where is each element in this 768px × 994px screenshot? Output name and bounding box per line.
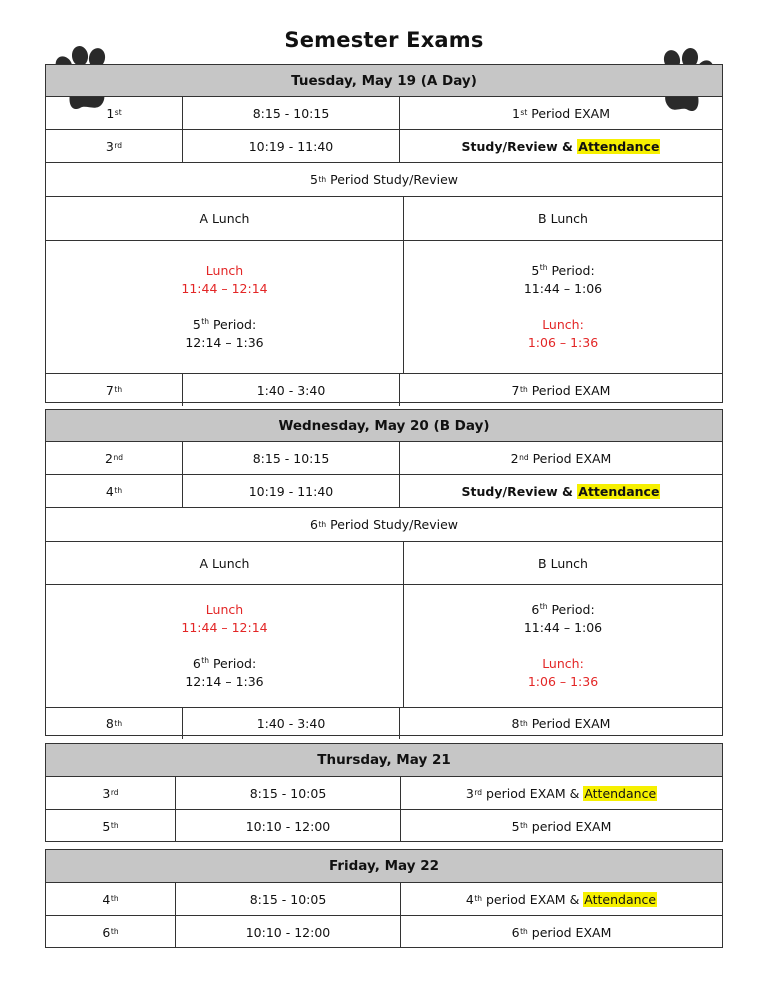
activity-cell: 3 rd period EXAM & Attendance bbox=[465, 785, 657, 801]
a-lunch-label: A Lunch bbox=[46, 197, 404, 240]
day-header: Tuesday, May 19 (A Day) bbox=[46, 65, 722, 97]
table-row bbox=[46, 374, 722, 406]
day-block-wednesday bbox=[45, 409, 723, 736]
day-header: Wednesday, May 20 (B Day) bbox=[46, 410, 722, 442]
a-lunch-label: A Lunch bbox=[46, 542, 404, 584]
time-cell: 8:15 - 10:05 bbox=[176, 883, 401, 915]
period-cell: 4 th bbox=[46, 883, 176, 915]
table-row bbox=[46, 883, 722, 916]
time-cell: 1:40 - 3:40 bbox=[183, 708, 400, 739]
period-cell: 2 nd bbox=[46, 442, 183, 474]
table-row bbox=[46, 442, 722, 475]
table-row bbox=[46, 708, 722, 739]
attendance-highlight: Attendance bbox=[584, 891, 657, 907]
day-block-thursday bbox=[45, 743, 723, 842]
table-row bbox=[46, 916, 722, 948]
study-cell: 6 th Period Study/Review bbox=[310, 517, 458, 532]
period-cell: 1 st bbox=[46, 97, 183, 129]
period-cell: 6 th bbox=[46, 916, 176, 948]
time-cell: 10:10 - 12:00 bbox=[176, 810, 401, 842]
activity-cell: 1 st Period EXAM bbox=[511, 105, 611, 121]
period-cell: 4 th bbox=[46, 475, 183, 507]
period-cell: 7 th bbox=[46, 374, 183, 406]
time-cell: 8:15 - 10:15 bbox=[183, 97, 400, 129]
table-row bbox=[46, 130, 722, 163]
day-header: Thursday, May 21 bbox=[46, 744, 722, 777]
period-cell: 3 rd bbox=[46, 777, 176, 809]
time-cell: 10:19 - 11:40 bbox=[183, 475, 400, 507]
b-lunch-detail: 6th Period: 11:44 – 1:06 Lunch: 1:06 – 1:36 bbox=[523, 602, 603, 689]
activity-cell: Study/Review & Attendance bbox=[461, 138, 660, 154]
activity-cell: 4 th period EXAM & Attendance bbox=[465, 891, 657, 907]
b-lunch-label: B Lunch bbox=[538, 211, 588, 226]
time-cell: 8:15 - 10:15 bbox=[183, 442, 400, 474]
page-title: Semester Exams bbox=[284, 28, 484, 52]
b-lunch-detail: 5th Period: 11:44 – 1:06 Lunch: 1:06 – 1:36 bbox=[523, 263, 603, 350]
study-row bbox=[46, 163, 722, 197]
lunch-detail-row bbox=[46, 585, 722, 708]
activity-cell: 2 nd Period EXAM bbox=[510, 450, 612, 466]
table-row bbox=[46, 810, 722, 842]
b-lunch-label: B Lunch bbox=[538, 555, 588, 571]
lunch-header-row bbox=[46, 197, 722, 241]
activity-cell: Study/Review & Attendance bbox=[461, 483, 660, 499]
lunch-detail-row bbox=[46, 241, 722, 374]
attendance-highlight: Attendance bbox=[584, 785, 657, 801]
period-cell: 3 rd bbox=[46, 130, 183, 162]
lunch-header-row bbox=[46, 542, 722, 585]
table-row bbox=[46, 777, 722, 810]
period-cell: 5 th bbox=[46, 810, 176, 842]
table-row bbox=[46, 475, 722, 508]
a-lunch-detail: Lunch 11:44 – 12:14 5th Period: 12:14 – 1:36 bbox=[46, 241, 404, 373]
study-cell: 5 th Period Study/Review bbox=[310, 172, 458, 187]
time-cell: 1:40 - 3:40 bbox=[183, 374, 400, 406]
attendance-highlight: Attendance bbox=[578, 483, 660, 499]
a-lunch-detail: Lunch 11:44 – 12:14 6th Period: 12:14 – 1:36 bbox=[46, 585, 404, 707]
study-row bbox=[46, 508, 722, 542]
time-cell: 10:10 - 12:00 bbox=[176, 916, 401, 948]
time-cell: 8:15 - 10:05 bbox=[176, 777, 401, 809]
day-header: Friday, May 22 bbox=[46, 850, 722, 883]
activity-cell: 5 th period EXAM bbox=[511, 818, 612, 834]
attendance-highlight: Attendance bbox=[578, 138, 660, 154]
period-cell: 8 th bbox=[46, 708, 183, 739]
time-cell: 10:19 - 11:40 bbox=[183, 130, 400, 162]
table-row bbox=[46, 97, 722, 130]
activity-cell: 7 th Period EXAM bbox=[511, 382, 611, 398]
day-block-tuesday bbox=[45, 64, 723, 403]
activity-cell: 6 th period EXAM bbox=[511, 924, 612, 940]
day-block-friday bbox=[45, 849, 723, 948]
activity-cell: 8 th Period EXAM bbox=[511, 716, 611, 731]
